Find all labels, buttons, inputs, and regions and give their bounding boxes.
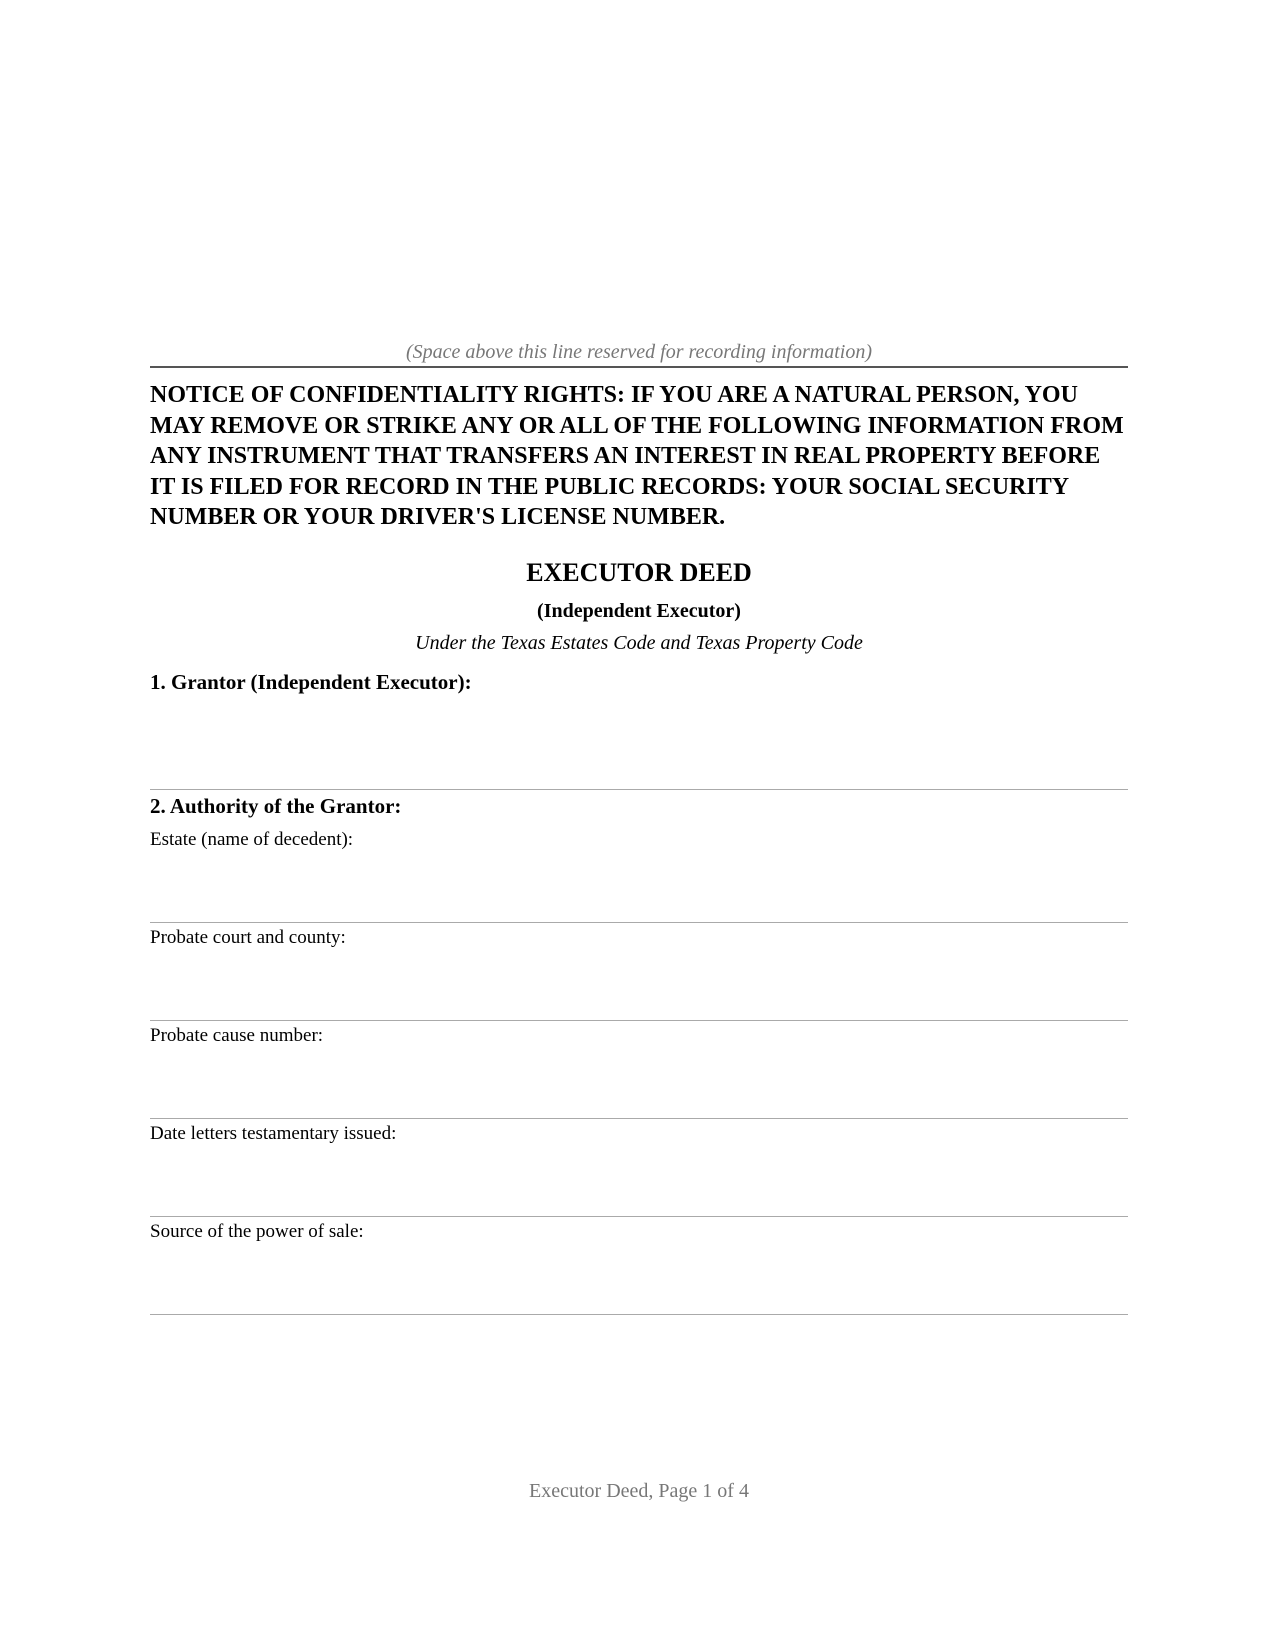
authority-heading: 2. Authority of the Grantor: <box>150 794 402 818</box>
cause-number-label: Probate cause number: <box>150 1025 324 1046</box>
legal-basis: Under the Texas Estates Code and Texas Property Code <box>415 632 863 654</box>
letters-date-field[interactable] <box>150 1216 1128 1217</box>
grantor-field[interactable] <box>150 789 1128 790</box>
grantor-heading: 1. Grantor (Independent Executor): <box>150 670 472 694</box>
document-title: EXECUTOR DEED <box>526 558 752 587</box>
page-footer: Executor Deed, Page 1 of 4 <box>529 1480 749 1502</box>
document-subtitle: (Independent Executor) <box>537 600 741 622</box>
recording-divider <box>150 366 1128 368</box>
power-of-sale-label: Source of the power of sale: <box>150 1221 364 1242</box>
probate-court-label: Probate court and county: <box>150 927 346 948</box>
confidentiality-notice: NOTICE OF CONFIDENTIALITY RIGHTS: IF YOU ARE A NATURAL PERSON, YOU MAY REMOVE OR STRIKE ANY OR ALL OF THE FOLLOWING INFORMATION FROM ANY INSTRUMENT THAT TRANSFERS AN INTEREST IN REAL PROPERTY BEFORE IT IS FILED FOR RECORD IN THE PUBLIC RECORDS: YOUR SOCIAL SECURITY NUMBER OR YOUR DRIVER'S LICENSE NUMBER. <box>150 382 1124 530</box>
document-page <box>150 0 1128 1650</box>
power-of-sale-field[interactable] <box>150 1314 1128 1315</box>
estate-name-label: Estate (name of decedent): <box>150 829 354 850</box>
recording-space-note: (Space above this line reserved for recording information) <box>405 341 872 363</box>
cause-number-field[interactable] <box>150 1118 1128 1119</box>
letters-date-label: Date letters testamentary issued: <box>150 1123 397 1144</box>
probate-court-field[interactable] <box>150 1020 1128 1021</box>
estate-name-field[interactable] <box>150 922 1128 923</box>
